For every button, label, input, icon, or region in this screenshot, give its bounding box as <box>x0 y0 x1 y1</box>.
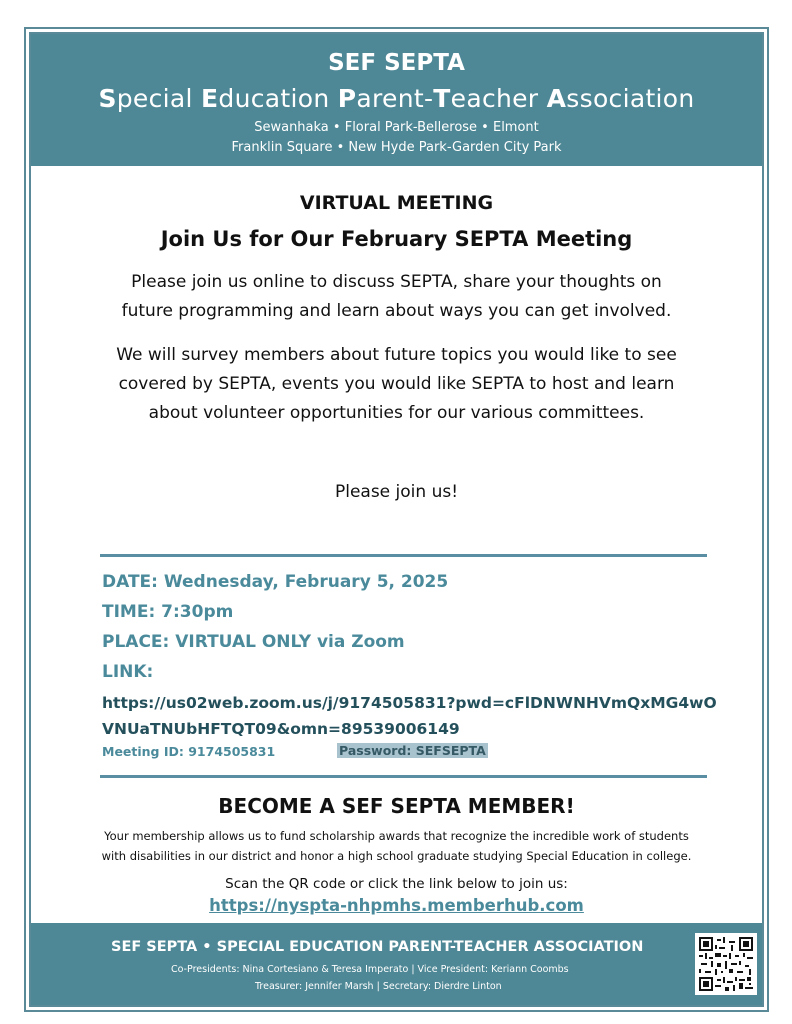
footer-title: SEF SEPTA • SPECIAL EDUCATION PARENT-TEACHER ASSOCIATION <box>111 939 644 955</box>
locations-line-2: Franklin Square • New Hyde Park-Garden City Park <box>231 140 562 155</box>
qr-code-icon[interactable] <box>695 933 757 995</box>
membership-text-line-1: Your membership allows us to fund scholarship awards that recognize the incredible work of students <box>104 829 689 843</box>
officers-line-1: Co-Presidents: Nina Cortesiano & Teresa Imperato | Vice President: Keriann Coombs <box>171 964 569 975</box>
locations-line-1: Sewanhaka • Floral Park-Bellerose • Elmont <box>254 120 539 135</box>
membership-title: BECOME A SEF SEPTA MEMBER! <box>218 794 575 818</box>
divider <box>100 554 707 557</box>
divider <box>100 775 707 778</box>
meeting-place: PLACE: VIRTUAL ONLY via Zoom <box>102 632 405 652</box>
meeting-password: Password: SEFSEPTA <box>339 743 486 758</box>
survey-paragraph: We will survey members about future topics you would like to see covered by SEPTA, events you would like SEPTA to host and learn about volunteer opportunities for our various committees. <box>116 345 677 423</box>
header-banner <box>31 34 762 166</box>
membership-text-line-2: with disabilities in our district and honor a high school graduate studying Special Education in college. <box>101 849 692 863</box>
meeting-date: DATE: Wednesday, February 5, 2025 <box>102 572 449 592</box>
membership-link[interactable]: https://nyspta-nhpmhs.memberhub.com <box>209 896 584 915</box>
zoom-link[interactable]: https://us02web.zoom.us/j/9174505831?pwd=cFlDNWNHVmQxMG4wOVNUaTNUbHFTQT09&omn=89539006149 <box>102 694 717 738</box>
meeting-headline: Join Us for Our February SEPTA Meeting <box>160 227 633 251</box>
intro-paragraph: Please join us online to discuss SEPTA, share your thoughts on future programming and learn about ways you can get involved. <box>121 272 672 321</box>
meeting-time: TIME: 7:30pm <box>102 602 234 622</box>
flyer <box>29 32 764 1007</box>
scan-instructions: Scan the QR code or click the link below to join us: <box>225 876 568 892</box>
link-label: LINK: <box>102 662 154 682</box>
invite-text: Please join us! <box>334 482 459 502</box>
officers-line-2: Treasurer: Jennifer Marsh | Secretary: Dierdre Linton <box>255 981 502 992</box>
org-name: SEF SEPTA <box>328 50 465 76</box>
footer-banner <box>31 923 762 1005</box>
meeting-id: Meeting ID: 9174505831 <box>102 744 276 759</box>
org-full-name: Special Education Parent-Teacher Association <box>98 84 695 113</box>
meeting-type: VIRTUAL MEETING <box>299 192 494 214</box>
